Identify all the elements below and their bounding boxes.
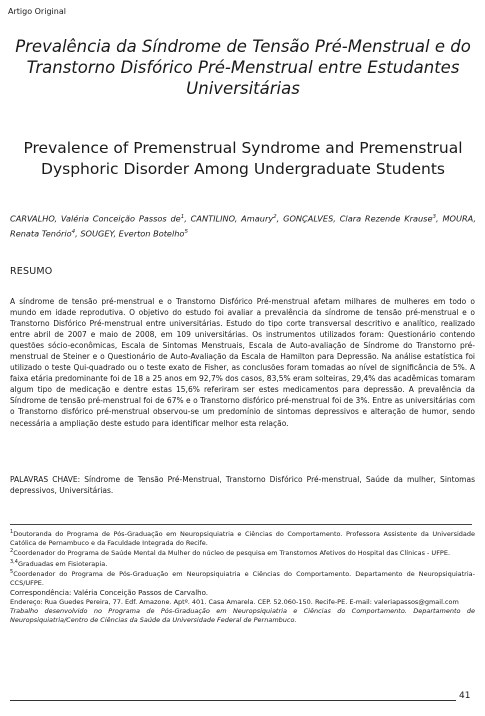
footnote-mark: 2 [10, 547, 14, 554]
footnote [10, 558, 475, 569]
keywords-label: PALAVRAS CHAVE: [10, 475, 81, 484]
footnotes [10, 524, 475, 624]
author-name: MOURA, Renata Tenório [10, 213, 476, 239]
footnote [10, 568, 475, 587]
title-english: Prevalence of Premenstrual Syndrome and Premenstrual Dysphoric Disorder Among Undergraduate Students [23, 139, 463, 178]
footnote-mark: 1 [10, 529, 14, 535]
author-name: GONÇALVES, Clara Rezende Krause [283, 213, 433, 224]
author-mark: 3 [432, 214, 436, 220]
author-mark: 5 [184, 228, 188, 235]
author-mark: 4 [71, 228, 76, 235]
author-name: SOUGEY, Everton Botelho [80, 228, 185, 239]
abstract-body: A síndrome de tensão pré-menstrual e o Transtorno Disfórico Pré-menstrual afetam milhares de mulheres em todo o mundo em idade reprodutiva. O objetivo do estudo foi avaliar a prevalência da síndrome de tensão pré-menstrual e o Transtorno Disfórico Pré-menstrual entre universitárias. Estudo do tipo corte transversal descritivo e analítico, realizado entre abril de 2007 e maio de 2008, em 109 universitárias. Os instrumentos utilizados foram: Questionário contendo questões sócio-econômicas, Escala de Sintomas Menstruais, Escala de Auto-avaliação de Síndrome do Transtorno pré-menstrual de Steiner e o Questionário de Auto-Avaliação da Escala de Hamilton para Depressão. Na análise estatística foi utilizado o teste Qui-quadrado ou o teste exato de Fisher, as conclusões foram tomadas ao nível de significância de 5%. A faixa etária predominante foi de 18 a 25 anos em 92,7% dos casos, 83,5% eram solteiras, 29,4% das acadêmicas tomaram algum tipo de medicação e dentre estas 15,6% referiram ser estes medicamentos para depressão. A prevalência da Síndrome de tensão pré-menstrual foi de 67% e o Transtorno disfórico pré-menstrual foi de 3%. Entre as universitárias com o Transtorno disfórico pré-menstrual observou-se um predomínio de sintomas depressivos e alteração de humor, sendo necessária a ampliação deste estudo para identificar melhor esta relação. [10, 297, 475, 428]
title-portuguese: Prevalência da Síndrome de Tensão Pré-Menstrual e do Transtorno Disfórico Pré-Menstrual entre Estudantes Universitárias [15, 37, 471, 98]
footnote-mark: 3,4 [10, 558, 18, 565]
keywords-text: Síndrome de Tensão Pré-Menstrual, Transtorno Disfórico Pré-menstrual, Saúde da mulher, Sintomas depressivos, Universitárias. [10, 475, 475, 496]
footnote-divider [10, 524, 472, 525]
page-bottom-rule [10, 700, 456, 701]
keywords [10, 474, 475, 496]
author-mark: 2 [273, 214, 277, 220]
footnote-text: Doutoranda do Programa de Pós-Graduação em Neuropsiquiatria e Ciências do Comportamento. Professora Assistente da Universidade Católica de Pernambuco e da Faculdade Integrada do Recife. [10, 530, 475, 547]
author-name: CANTILINO, Amaury [190, 213, 274, 224]
abstract-heading: RESUMO [10, 266, 53, 277]
section-label: Artigo Original [8, 7, 66, 16]
correspondence-address: Endereço: Rua Guedes Pereira, 77. Edf. Amazone. Aptº. 401. Casa Amarela. CEP. 52.060-150. Recife-PE. E-mail: valeriapassos@gmail.com [10, 598, 459, 607]
footnote [10, 528, 475, 547]
author-mark: 1 [180, 214, 185, 220]
footnote-text: Coordenador do Programa de Saúde Mental da Mulher do núcleo de pesquisa em Transtornos Afetivos do Hospital das Clínicas - UFPE. [13, 549, 451, 558]
work-note: Trabalho desenvolvido no Programa de Pós-Graduação em Neuropsiquiatria e Ciências do Comportamento. Departamento de Neuropsiquiatria/Centro de Ciências da Saúde da Universidade Federal de Pernambuco. [10, 607, 475, 624]
author-list: CARVALHO, Valéria Conceição Passos $de^1$, CANTILINO, Amaury$^2$, GONÇALVES, Clara Rezende Krause$^3$, MOURA, Renata Tenório$^4$, SOUGEY, Everton Botelho$^5$ [10, 213, 476, 239]
footnote [10, 547, 475, 558]
footnote-text: Graduadas em Fisioterapia. [17, 559, 108, 568]
footnote-text: Coordenador do Programa de Pós-Graduação em Neuropsiquiatria e Ciências do Comportamento. Departamento de Neuropsiquiatria-CCS/UFPE. [10, 570, 475, 587]
correspondence-name: Valéria Conceição Passos de Carvalho. [73, 589, 208, 598]
correspondence [10, 589, 475, 598]
correspondence-label: Correspondência: [10, 589, 72, 598]
author-name: CARVALHO, Valéria Conceição Passos de [10, 213, 181, 224]
footnote-mark: 5 [10, 569, 14, 576]
page-number: 41 [459, 691, 471, 701]
